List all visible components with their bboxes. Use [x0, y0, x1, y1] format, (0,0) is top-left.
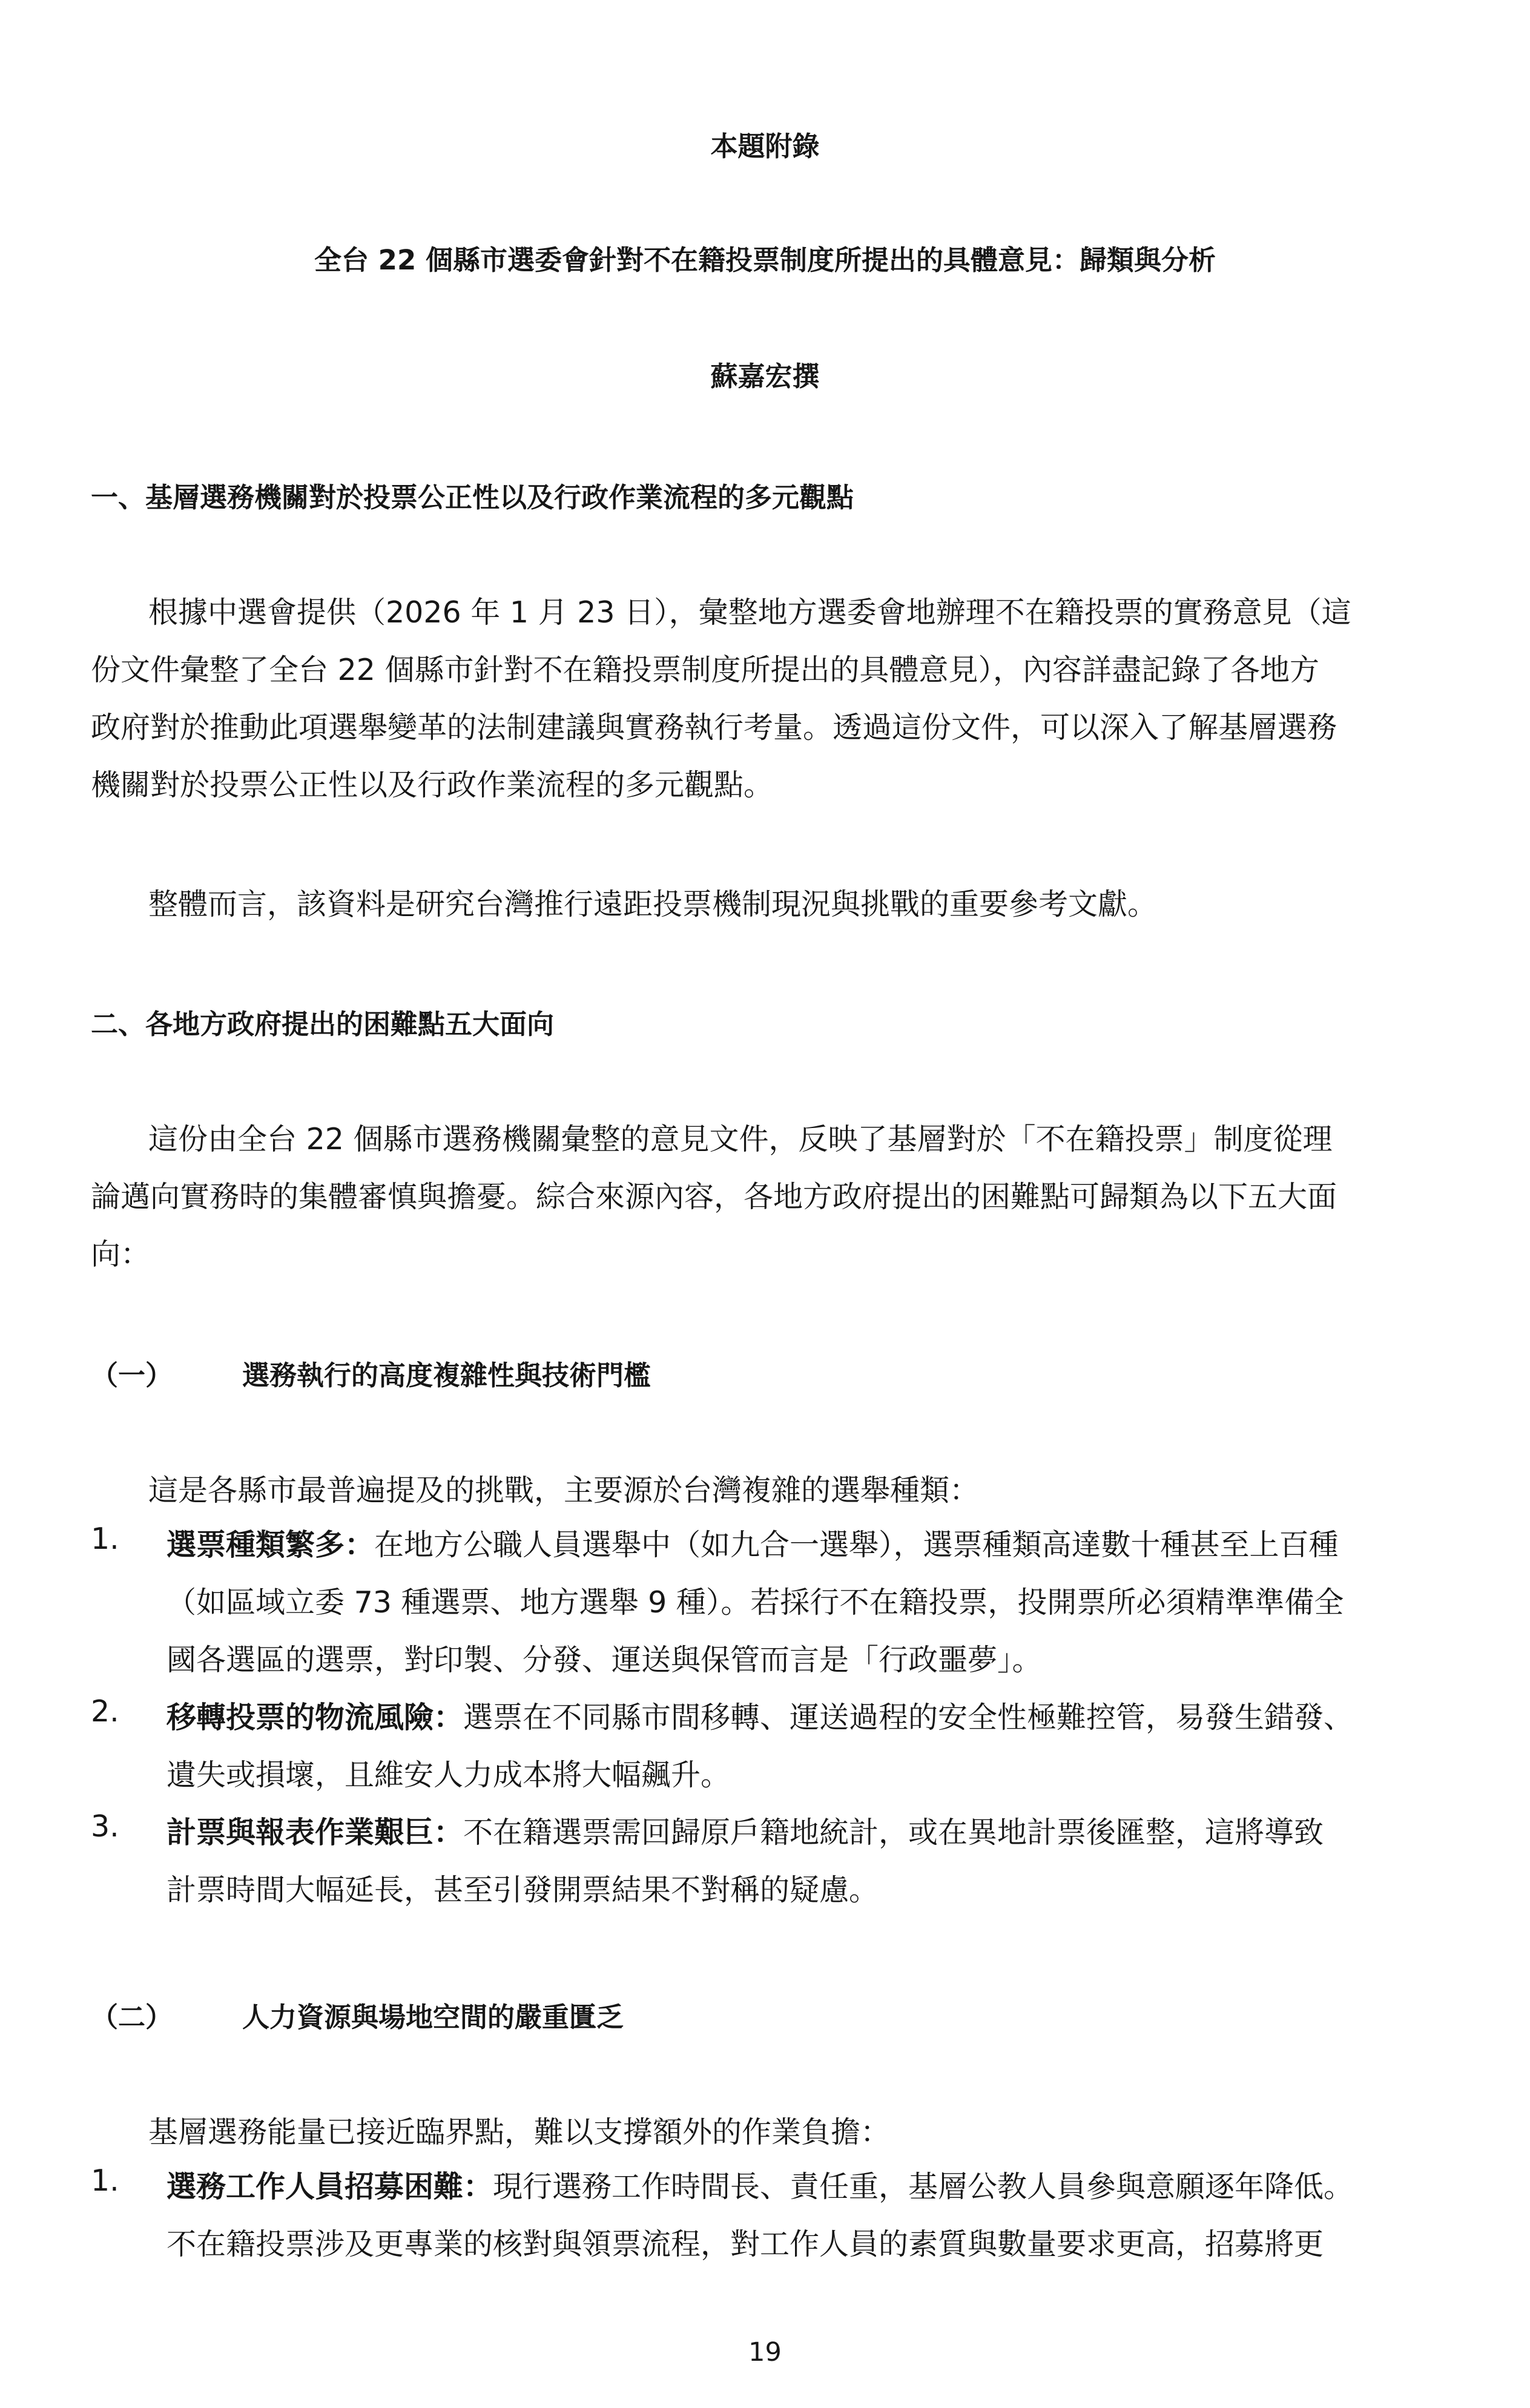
subsection-label-2: （二） [91, 2001, 173, 2033]
list-item-line [167, 2163, 1353, 2206]
list-item-text: 現行選務工作時間長、責任重，基層公教人員參與意願逐年降低。 [493, 2169, 1354, 2204]
list-item-line [167, 1522, 1339, 1564]
list-number: 3. [91, 1809, 119, 1844]
list-item-term: 移轉投票的物流風險： [167, 1700, 464, 1735]
paragraph-line: 向： [91, 1237, 151, 1272]
list-item-text: 在地方公職人員選舉中（如九合一選舉），選票種類高達數十種甚至上百種 [374, 1528, 1339, 1562]
section-heading-2: 二、各地方政府提出的困難點五大面向 [91, 1008, 555, 1040]
list-number: 2. [91, 1694, 119, 1729]
list-item-text: 不在籍選票需回歸原戶籍地統計，或在異地計票後匯整，這將導致 [463, 1815, 1324, 1850]
paragraph-line: 份文件彙整了全台 22 個縣市針對不在籍投票制度所提出的具體意見），內容詳盡記錄了各地方 [91, 653, 1320, 687]
list-item-line [167, 1809, 1324, 1852]
list-item-line: （如區域立委 73 種選票、地方選舉 9 種）。若採行不在籍投票，投開票所必須精準準備全 [167, 1585, 1344, 1620]
subsection-title-1: 選務執行的高度複雜性與技術門檻 [242, 1359, 651, 1391]
subsection-label-1: （一） [91, 1359, 173, 1391]
summary-paragraph: 整體而言，該資料是研究台灣推行遠距投票機制現況與挑戰的重要參考文獻。 [148, 887, 1158, 922]
subsection-intro: 基層選務能量已接近臨界點，難以支撐額外的作業負擔： [148, 2115, 891, 2149]
list-item-term: 選票種類繁多： [167, 1528, 375, 1562]
list-item-text: 選票在不同縣市間移轉、運送過程的安全性極難控管，易發生錯發、 [463, 1700, 1354, 1735]
list-item-line: 國各選區的選票，對印製、分發、運送與保管而言是「行政噩夢」。 [167, 1643, 1042, 1677]
list-number: 1. [91, 1522, 119, 1556]
paragraph-line: 根據中選會提供（2026 年 1 月 23 日），彙整地方選委會地辦理不在籍投票的實務意見（這 [148, 595, 1351, 630]
list-item-line: 遺失或損壞，且維安人力成本將大幅飆升。 [167, 1758, 731, 1792]
paragraph-line: 論邁向實務時的集體審慎與擔憂。綜合來源內容，各地方政府提出的困難點可歸類為以下五大面 [91, 1179, 1337, 1214]
subsection-intro: 這是各縣市最普遍提及的挑戰，主要源於台灣複雜的選舉種類： [148, 1473, 980, 1508]
paragraph-line: 政府對於推動此項選舉變革的法制建議與實務執行考量。透過這份文件，可以深入了解基層選務 [91, 710, 1337, 745]
section-heading-1: 一、基層選務機關對於投票公正性以及行政作業流程的多元觀點 [91, 481, 854, 513]
list-number: 1. [91, 2163, 119, 2198]
paragraph-line: 機關對於投票公正性以及行政作業流程的多元觀點。 [91, 768, 774, 802]
list-item-term: 選務工作人員招募困難： [167, 2169, 493, 2204]
list-item-line: 計票時間大幅延長，甚至引發開票結果不對稱的疑慮。 [167, 1873, 879, 1907]
list-item-line [167, 1694, 1353, 1737]
author-line: 蘇嘉宏撰 [710, 360, 820, 392]
list-item-term: 計票與報表作業艱巨： [167, 1815, 464, 1850]
document-title: 全台 22 個縣市選委會針對不在籍投票制度所提出的具體意見：歸類與分析 [314, 244, 1216, 276]
subsection-title-2: 人力資源與場地空間的嚴重匱乏 [242, 2001, 624, 2033]
appendix-title: 本題附錄 [710, 130, 820, 162]
page-number: 19 [748, 2337, 782, 2367]
paragraph-line: 這份由全台 22 個縣市選務機關彙整的意見文件，反映了基層對於「不在籍投票」制度從理 [148, 1122, 1333, 1156]
list-item-line: 不在籍投票涉及更專業的核對與領票流程，對工作人員的素質與數量要求更高，招募將更 [167, 2227, 1324, 2261]
